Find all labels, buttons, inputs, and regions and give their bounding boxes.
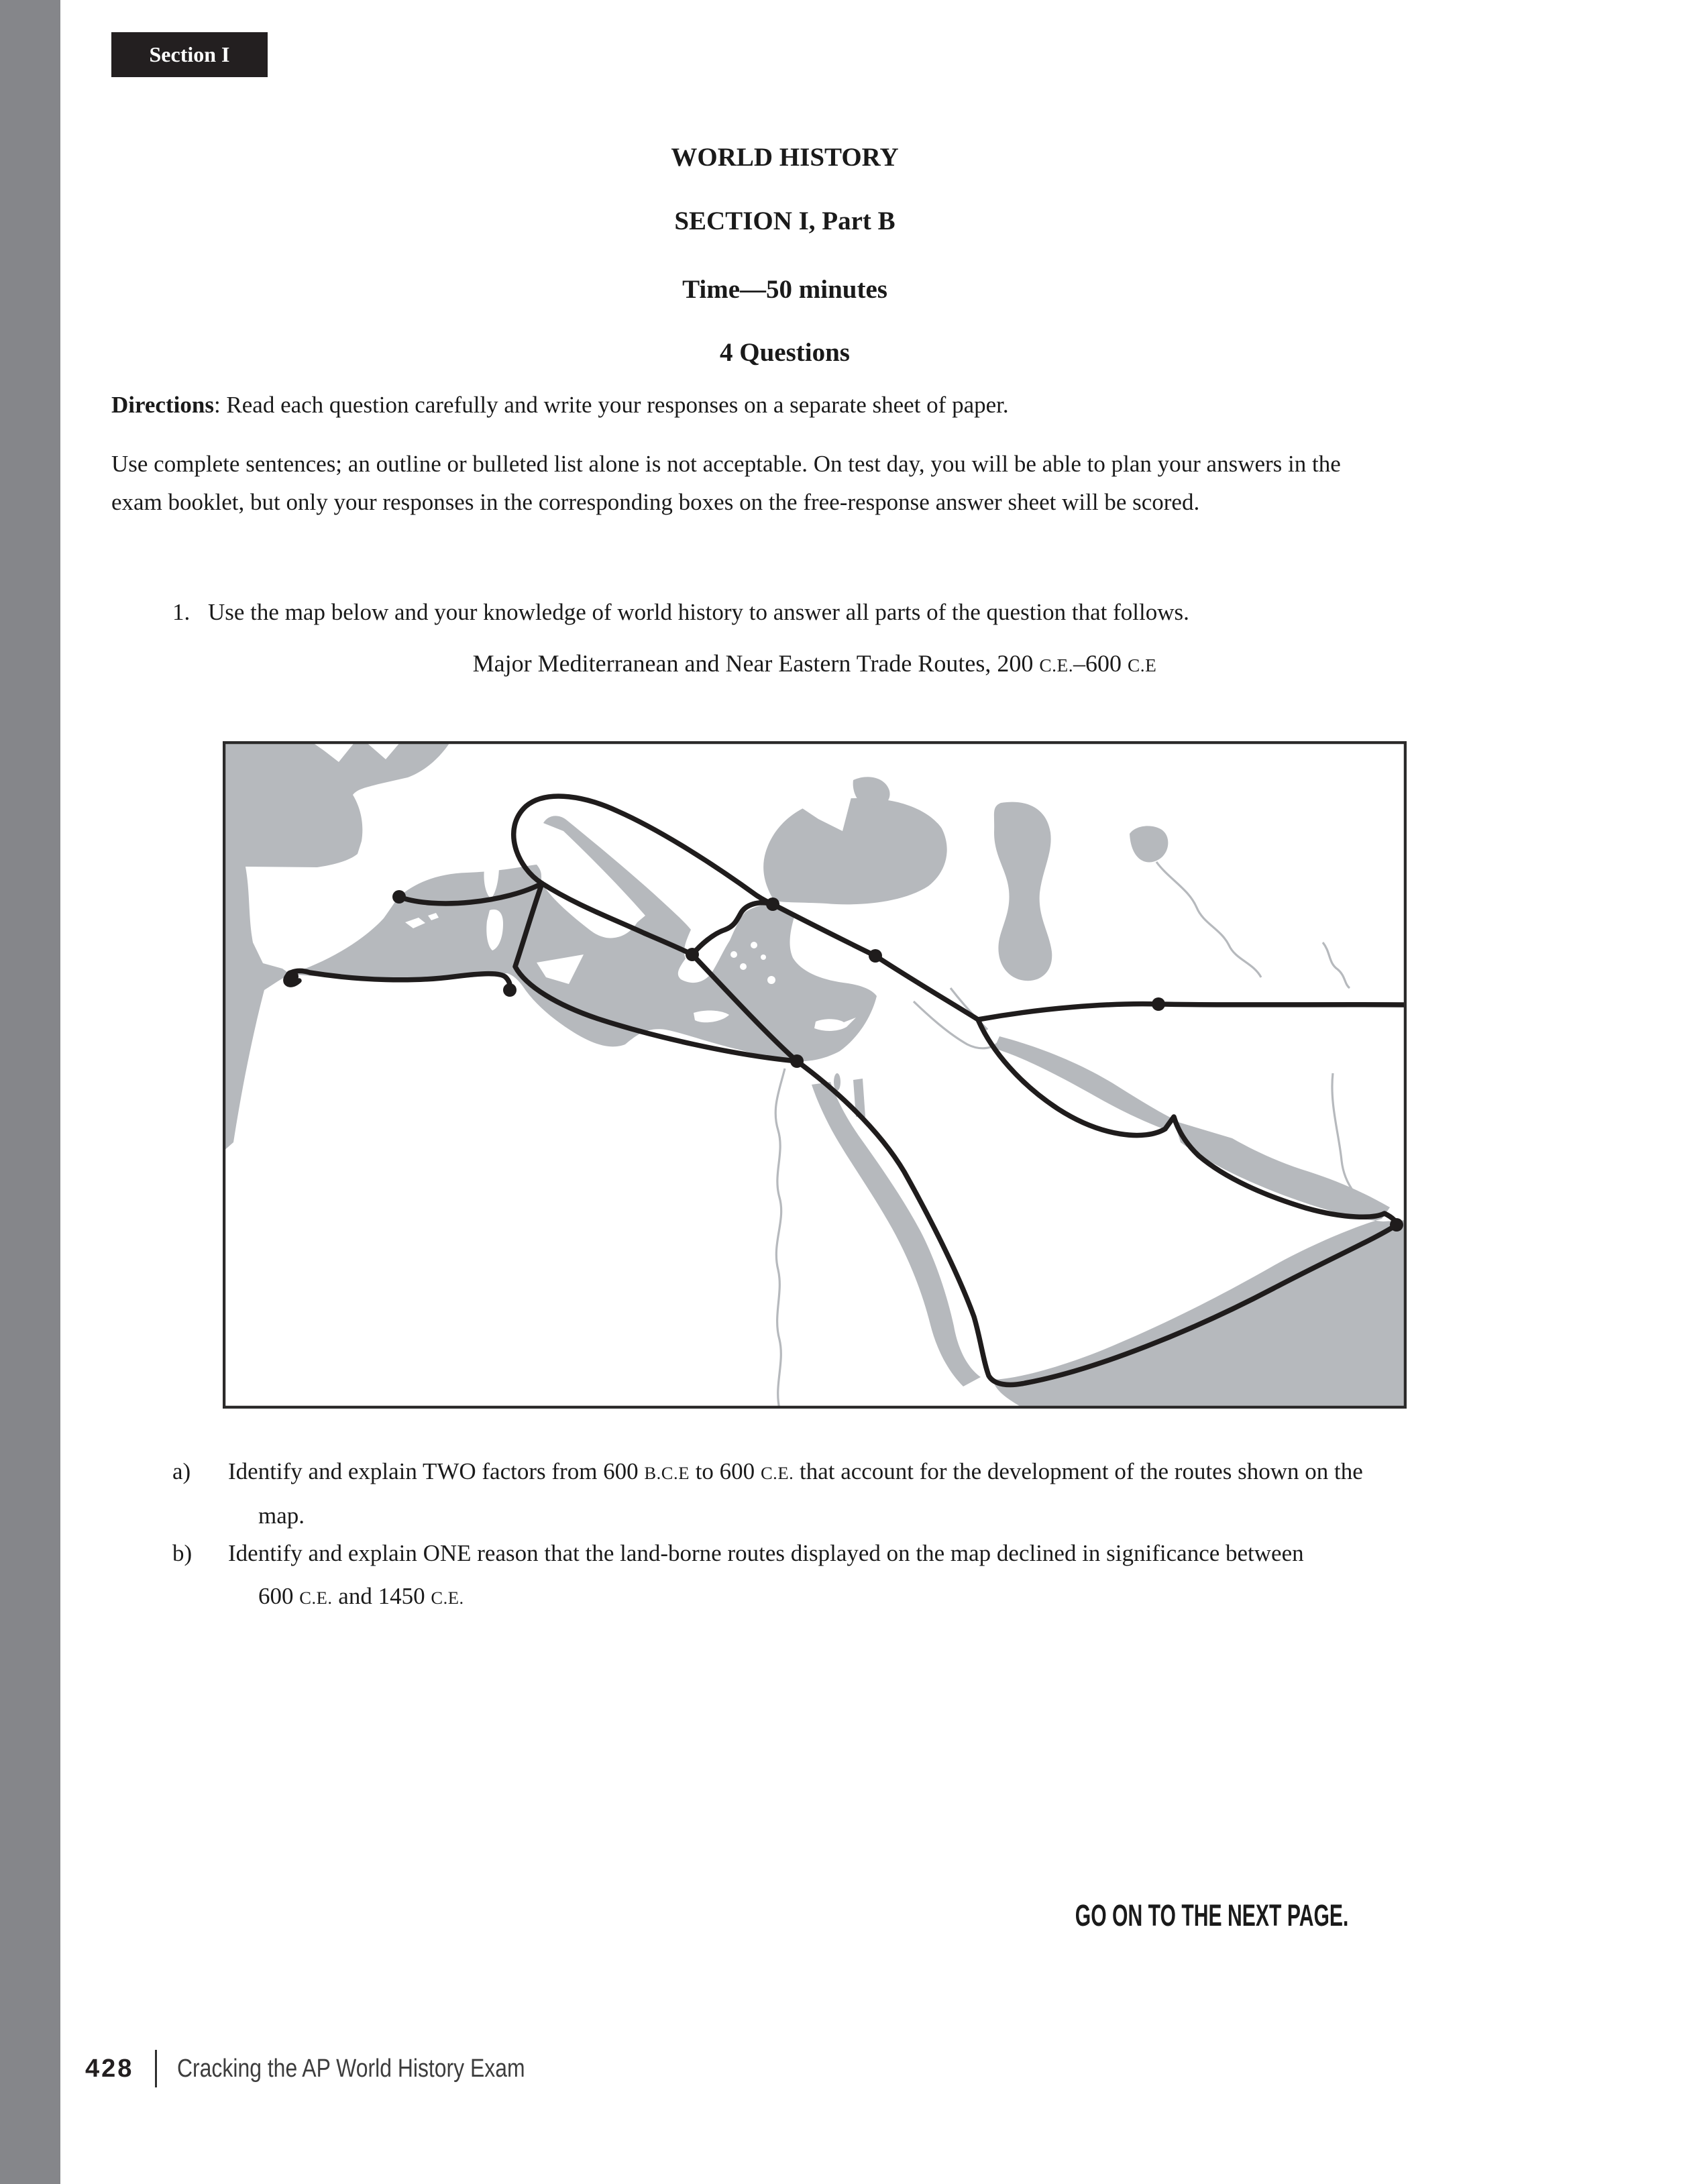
instructions-line-1: Use complete sentences; an outline or bulleted list alone is not acceptable. On test day, you will be able to plan your answers in the [111, 451, 1341, 477]
aegean-islet [761, 954, 766, 960]
arabian-sea [993, 1121, 1407, 1409]
nile-river [775, 1069, 785, 1409]
node-byzantium [766, 897, 779, 911]
question-part-b [172, 1532, 1594, 1619]
aegean-islet [730, 951, 737, 958]
node-gaza [790, 1054, 804, 1068]
footer-divider [155, 2050, 157, 2087]
directions-paragraph [111, 386, 1580, 424]
go-on-instruction: GO ON TO THE NEXT PAGE. [1075, 1898, 1348, 1932]
aral-sea [1130, 826, 1168, 862]
part-a-text: Identify and explain TWO factors from 600 B.C.E to 600 C.E. that account for the development of the routes shown on the map. [228, 1458, 1363, 1529]
aegean-islet [740, 963, 747, 970]
route-silk-road-east [978, 1004, 1407, 1020]
caspian-sea [994, 802, 1052, 981]
question-1 [172, 593, 1581, 631]
part-b-text: Identify and explain ONE reason that the land-borne routes displayed on the map declined in significance between 600 C.E. and 1450 C.E. [228, 1540, 1304, 1609]
page-footer [85, 2047, 592, 2090]
node-barcelona [392, 890, 406, 904]
section-tab [111, 32, 268, 77]
map-title: Major Mediterranean and Near Eastern Trade Routes, 200 C.E.–600 C.E [472, 650, 1157, 677]
node-east-route [1152, 997, 1165, 1011]
node-athens [686, 948, 699, 961]
rhodes-islet [767, 976, 775, 984]
node-arabian-port [1390, 1218, 1403, 1232]
time-heading: Time—50 minutes [682, 275, 887, 304]
black-sea [763, 798, 947, 905]
directions-text: : Read each question carefully and write your responses on a separate sheet of paper. [213, 392, 1009, 418]
section-heading: SECTION I, Part B [674, 207, 895, 235]
persian-gulf [994, 1036, 1172, 1130]
amu-darya-river [1156, 862, 1261, 977]
directions-lead: Directions [111, 392, 214, 418]
page-edge-bar [0, 0, 60, 2184]
exam-title: WORLD HISTORY [671, 143, 899, 172]
syr-darya-river [1323, 942, 1350, 988]
question-count-heading: 4 Questions [720, 338, 850, 367]
page-number: 428 [85, 2054, 134, 2083]
section-tab-label: Section I [149, 42, 230, 66]
question-1-text: Use the map below and your knowledge of world history to answer all parts of the question that follows. [208, 599, 1189, 625]
aegean-islet [718, 938, 726, 946]
instructions-paragraph [111, 445, 1587, 521]
node-carthage [503, 983, 517, 997]
part-b-label: b) [172, 1540, 193, 1566]
question-part-a [172, 1450, 1594, 1537]
trade-routes-map [223, 741, 1407, 1409]
book-title: Cracking the AP World History Exam [177, 2054, 526, 2083]
question-1-number: 1. [172, 599, 191, 625]
dead-sea [834, 1073, 840, 1091]
node-gibraltar [285, 970, 298, 983]
red-sea [812, 1082, 981, 1386]
aegean-islet [751, 942, 757, 948]
map-figure [223, 741, 1407, 1409]
node-anatolia [869, 949, 882, 963]
part-a-label: a) [172, 1458, 191, 1484]
instructions-line-2: exam booklet, but only your responses in the corresponding boxes on the free-response answer sheet will be scored. [111, 489, 1200, 515]
